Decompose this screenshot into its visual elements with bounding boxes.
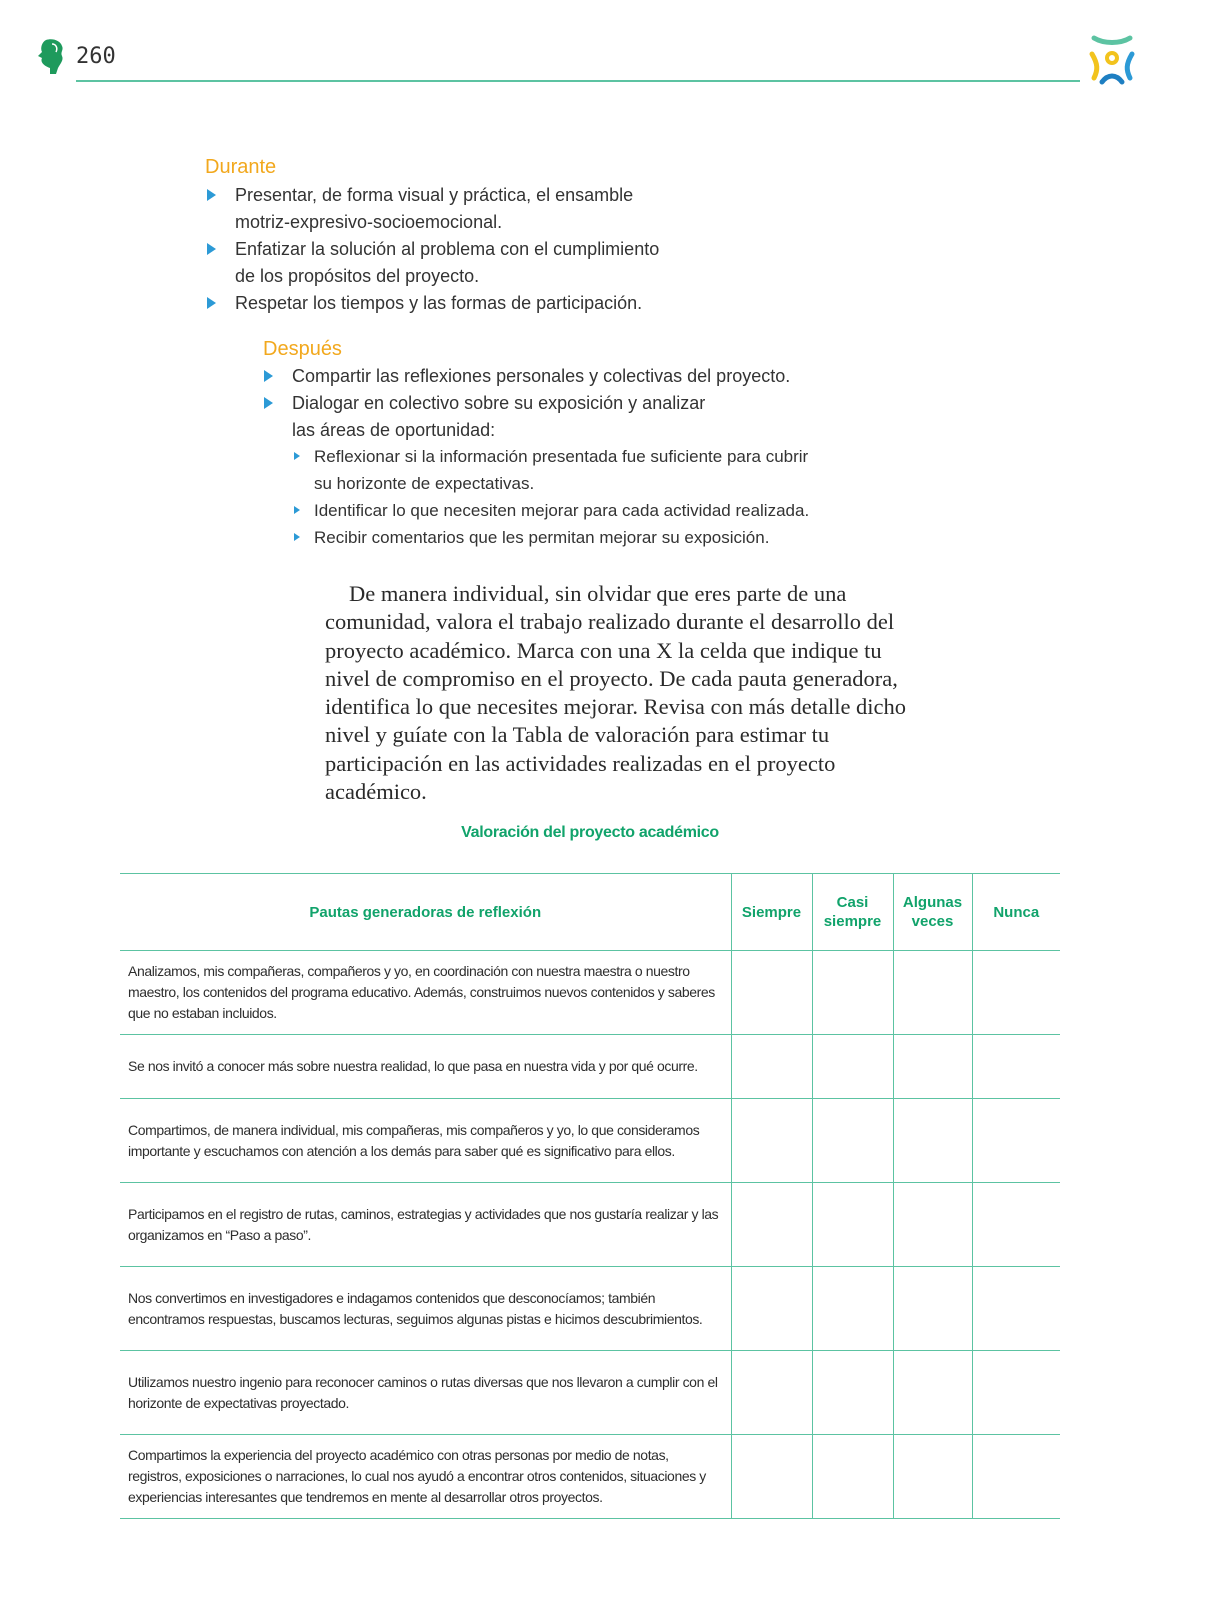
colorful-logo-icon: [1084, 30, 1140, 86]
table-row: [120, 1267, 1060, 1351]
rating-cell-siempre[interactable]: [731, 1099, 812, 1183]
table-row: [120, 1035, 1060, 1099]
rating-cell-casi-siempre[interactable]: [812, 1183, 893, 1267]
triangle-bullet-icon: [294, 452, 300, 460]
despues-list: [262, 363, 882, 444]
green-figure-icon: [36, 38, 68, 74]
table-row: [120, 1183, 1060, 1267]
rating-cell-siempre[interactable]: [731, 1035, 812, 1099]
sublist-item: [290, 443, 910, 497]
table-header-row: [120, 874, 1060, 951]
triangle-bullet-icon: [207, 189, 216, 201]
page-number: 260: [76, 44, 116, 69]
rating-cell-siempre[interactable]: [731, 951, 812, 1035]
rating-cell-algunas-veces[interactable]: [893, 1035, 972, 1099]
statement-cell: Compartimos la experiencia del proyecto académico con otras personas por medio de notas, registros, exposiciones o narraciones, lo cual nos ayudó a encontrar otros contenidos, situaciones y experiencias interesantes que tendremos en mente al desarrollar otros proyectos.: [120, 1435, 731, 1519]
rating-cell-casi-siempre[interactable]: [812, 1035, 893, 1099]
rating-cell-casi-siempre[interactable]: [812, 1099, 893, 1183]
rating-cell-casi-siempre[interactable]: [812, 1267, 893, 1351]
table-row: [120, 1351, 1060, 1435]
list-item: [262, 363, 882, 390]
triangle-bullet-icon: [207, 243, 216, 255]
sublist-item: [290, 497, 910, 524]
section-title-despues: Después: [263, 338, 342, 360]
rating-cell-algunas-veces[interactable]: [893, 1351, 972, 1435]
table-row: [120, 1099, 1060, 1183]
list-item-text: las áreas de oportunidad:: [292, 420, 496, 440]
list-item-text: motriz-expresivo-socioemocional.: [235, 212, 503, 232]
statement-cell: Analizamos, mis compañeras, compañeros y yo, en coordinación con nuestra maestra o nuestro maestro, los contenidos del programa educativo. Además, construimos nuevos contenidos y saberes que no estaban incluidos.: [120, 951, 731, 1035]
durante-list: [205, 182, 765, 317]
rating-cell-nunca[interactable]: [972, 1351, 1060, 1435]
list-item-text: Recibir comentarios que les permitan mejorar su exposición.: [314, 528, 770, 547]
list-item-text: Dialogar en colectivo sobre su exposición y analizar: [292, 393, 706, 413]
column-header-nunca: Nunca: [972, 874, 1060, 951]
column-header-algunas-veces: [893, 874, 972, 951]
statement-cell: Nos convertimos en investigadores e indagamos contenidos que desconocíamos; también encontramos respuestas, buscamos lecturas, seguimos algunas pistas e hicimos descubrimientos.: [120, 1267, 731, 1351]
rating-cell-nunca[interactable]: [972, 1183, 1060, 1267]
statement-cell: Se nos invitó a conocer más sobre nuestra realidad, lo que pasa en nuestra vida y por qué ocurre.: [120, 1035, 731, 1099]
list-item-text: de los propósitos del proyecto.: [235, 266, 480, 286]
column-header-text: Algunas veces: [902, 894, 963, 930]
section-title-durante: Durante: [205, 156, 277, 178]
list-item-text: Reflexionar si la información presentada fue suficiente para cubrir: [314, 447, 809, 466]
rating-cell-casi-siempre[interactable]: [812, 1351, 893, 1435]
statement-cell: Utilizamos nuestro ingenio para reconocer caminos o rutas diversas que nos llevaron a cumplir con el horizonte de expectativas proyectado.: [120, 1351, 731, 1435]
table-body: [120, 951, 1060, 1519]
column-header-pautas: Pautas generadoras de reflexión: [120, 874, 731, 951]
sublist-item: [290, 524, 910, 551]
rating-cell-algunas-veces[interactable]: [893, 1099, 972, 1183]
list-item-text: su horizonte de expectativas.: [314, 474, 535, 493]
rating-cell-nunca[interactable]: [972, 1035, 1060, 1099]
instructions-paragraph: De manera individual, sin olvidar que eres parte de una comunidad, valora el trabajo realizado durante el desarrollo del proyecto académico. Marca con una X la celda que indique tu nivel de compromiso en el proyecto. De cada pauta generadora, identifica lo que necesites mejorar. Revisa con más detalle dicho nivel y guíate con la Tabla de valoración para estimar tu participación en las actividades realizadas en el proyecto académico.: [325, 581, 907, 805]
list-item: [262, 390, 882, 444]
assessment-table: [120, 873, 1060, 1519]
rating-cell-algunas-veces[interactable]: [893, 1267, 972, 1351]
list-item: [205, 290, 765, 317]
list-item-text: Identificar lo que necesiten mejorar para cada actividad realizada.: [314, 501, 810, 520]
rating-cell-siempre[interactable]: [731, 1267, 812, 1351]
rating-cell-nunca[interactable]: [972, 1435, 1060, 1519]
triangle-bullet-icon: [264, 370, 273, 382]
rating-cell-casi-siempre[interactable]: [812, 1435, 893, 1519]
column-header-siempre: Siempre: [731, 874, 812, 951]
rating-cell-siempre[interactable]: [731, 1351, 812, 1435]
triangle-bullet-icon: [294, 533, 300, 541]
table-row: [120, 1435, 1060, 1519]
rating-cell-algunas-veces[interactable]: [893, 951, 972, 1035]
triangle-bullet-icon: [207, 297, 216, 309]
rating-cell-siempre[interactable]: [731, 1435, 812, 1519]
list-item: [205, 182, 765, 236]
column-header-casi-siempre: [812, 874, 893, 951]
list-item-text: Respetar los tiempos y las formas de participación.: [235, 293, 643, 313]
table-row: [120, 951, 1060, 1035]
rating-cell-nunca[interactable]: [972, 1267, 1060, 1351]
list-item-text: Presentar, de forma visual y práctica, el ensamble: [235, 185, 634, 205]
list-item-text: Compartir las reflexiones personales y colectivas del proyecto.: [292, 366, 791, 386]
statement-cell: Participamos en el registro de rutas, caminos, estrategias y actividades que nos gustaría realizar y las organizamos en “Paso a paso”.: [120, 1183, 731, 1267]
triangle-bullet-icon: [264, 397, 273, 409]
rating-cell-algunas-veces[interactable]: [893, 1435, 972, 1519]
rating-cell-casi-siempre[interactable]: [812, 951, 893, 1035]
despues-sublist: [290, 443, 910, 551]
rating-cell-nunca[interactable]: [972, 951, 1060, 1035]
triangle-bullet-icon: [294, 506, 300, 514]
list-item: [205, 236, 765, 290]
rating-cell-siempre[interactable]: [731, 1183, 812, 1267]
column-header-text: Casi siempre: [823, 894, 882, 930]
rating-cell-algunas-veces[interactable]: [893, 1183, 972, 1267]
header-rule: [76, 80, 1080, 82]
rating-cell-nunca[interactable]: [972, 1099, 1060, 1183]
list-item-text: Enfatizar la solución al problema con el cumplimiento: [235, 239, 660, 259]
table-title: Valoración del proyecto académico: [461, 824, 719, 841]
statement-cell: Compartimos, de manera individual, mis compañeras, mis compañeros y yo, lo que consideramos importante y escuchamos con atención a los demás para saber qué es significativo para ellos.: [120, 1099, 731, 1183]
